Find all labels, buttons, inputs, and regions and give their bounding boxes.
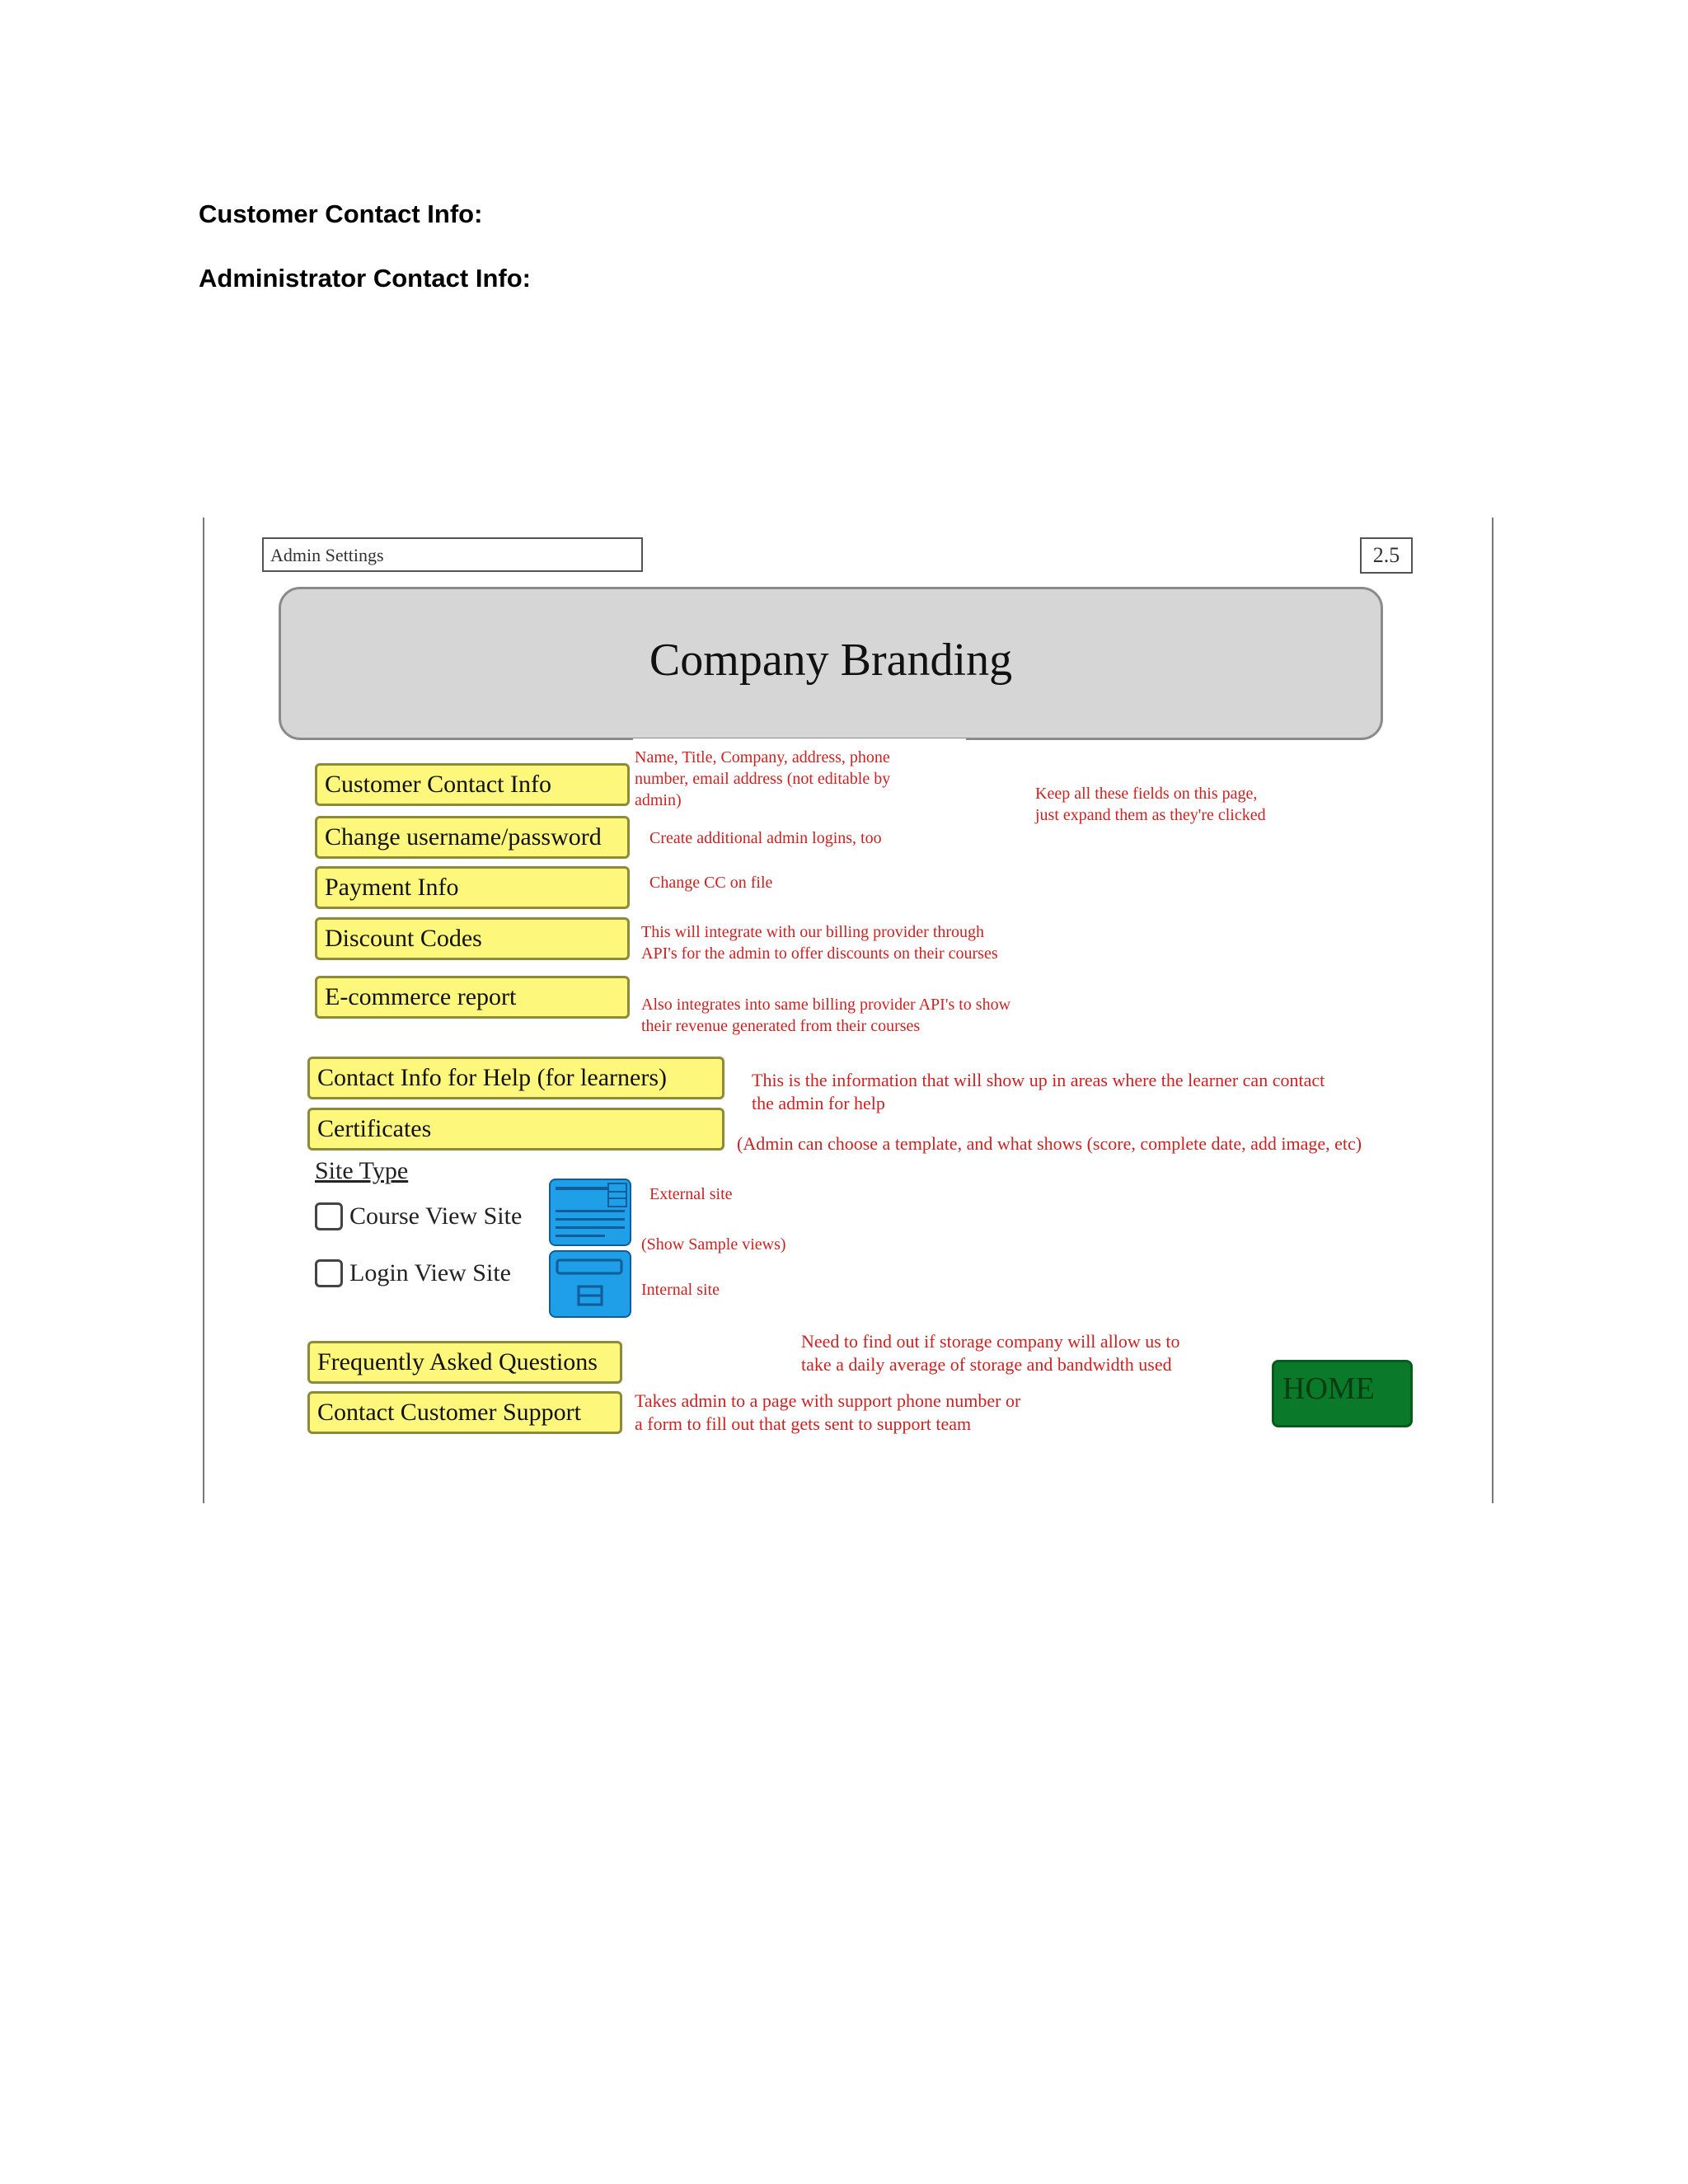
help-contact-info-button[interactable]: Contact Info for Help (for learners) (307, 1057, 724, 1099)
note-support: Takes admin to a page with support phone number or a form to fill out that gets sent to support team (635, 1390, 1021, 1434)
ecommerce-report-button[interactable]: E-commerce report (315, 976, 630, 1019)
note-certificates: (Admin can choose a template, and what shows (score, complete date, add image, etc) (737, 1133, 1362, 1154)
faq-button[interactable]: Frequently Asked Questions (307, 1341, 622, 1384)
course-view-label: Course View Site (349, 1202, 523, 1230)
note-external-site: External site (649, 1185, 733, 1203)
note-change-cc: Change CC on file (649, 874, 773, 892)
login-view-sample-thumbnail[interactable] (549, 1250, 631, 1318)
certificates-button[interactable]: Certificates (307, 1108, 724, 1151)
note-internal-site: Internal site (641, 1281, 720, 1299)
note-keep-fields: Keep all these fields on this page, just expand them as they're clicked (1035, 785, 1266, 824)
change-username-password-button[interactable]: Change username/password (315, 816, 630, 859)
course-view-sample-thumbnail[interactable] (549, 1179, 631, 1246)
note-help-contact: This is the information that will show up in areas where the learner can contact the admin for help (752, 1070, 1325, 1113)
note-discount: This will integrate with our billing provider through API's for the admin to offer discounts on their courses (641, 923, 998, 963)
customer-contact-info-button[interactable]: Customer Contact Info (315, 763, 630, 806)
discount-codes-button[interactable]: Discount Codes (315, 917, 630, 960)
page-number: 2.5 (1360, 537, 1413, 574)
course-view-site-option[interactable] (315, 1200, 522, 1233)
site-type-label: Site Type (315, 1157, 409, 1184)
note-customer-fields: Name, Title, Company, address, phone number, email address (not editable by admin) (635, 748, 891, 809)
login-view-checkbox[interactable] (315, 1259, 343, 1287)
course-view-checkbox[interactable] (315, 1202, 343, 1230)
banner-title: Company Branding (649, 635, 1013, 686)
payment-info-button[interactable]: Payment Info (315, 866, 630, 909)
note-admin-logins: Create additional admin logins, too (649, 829, 882, 847)
doc-heading-customer: Customer Contact Info: (199, 199, 483, 228)
login-view-site-option[interactable] (315, 1257, 511, 1290)
note-storage: Need to find out if storage company will allow us to take a daily average of storage and bandwidth used (801, 1331, 1180, 1375)
login-view-label: Login View Site (349, 1259, 511, 1286)
note-ecommerce: Also integrates into same billing provider API's to show their revenue generated from their courses (641, 996, 1011, 1035)
branding-banner (279, 587, 1383, 740)
login-form-icon (551, 1252, 630, 1316)
contact-support-button[interactable]: Contact Customer Support (307, 1391, 622, 1434)
note-show-sample-views: (Show Sample views) (641, 1235, 786, 1254)
document-list-icon (551, 1180, 630, 1244)
screen-label: Admin Settings (262, 537, 643, 572)
doc-heading-administrator: Administrator Contact Info: (199, 264, 531, 293)
home-button[interactable]: HOME (1272, 1360, 1413, 1427)
